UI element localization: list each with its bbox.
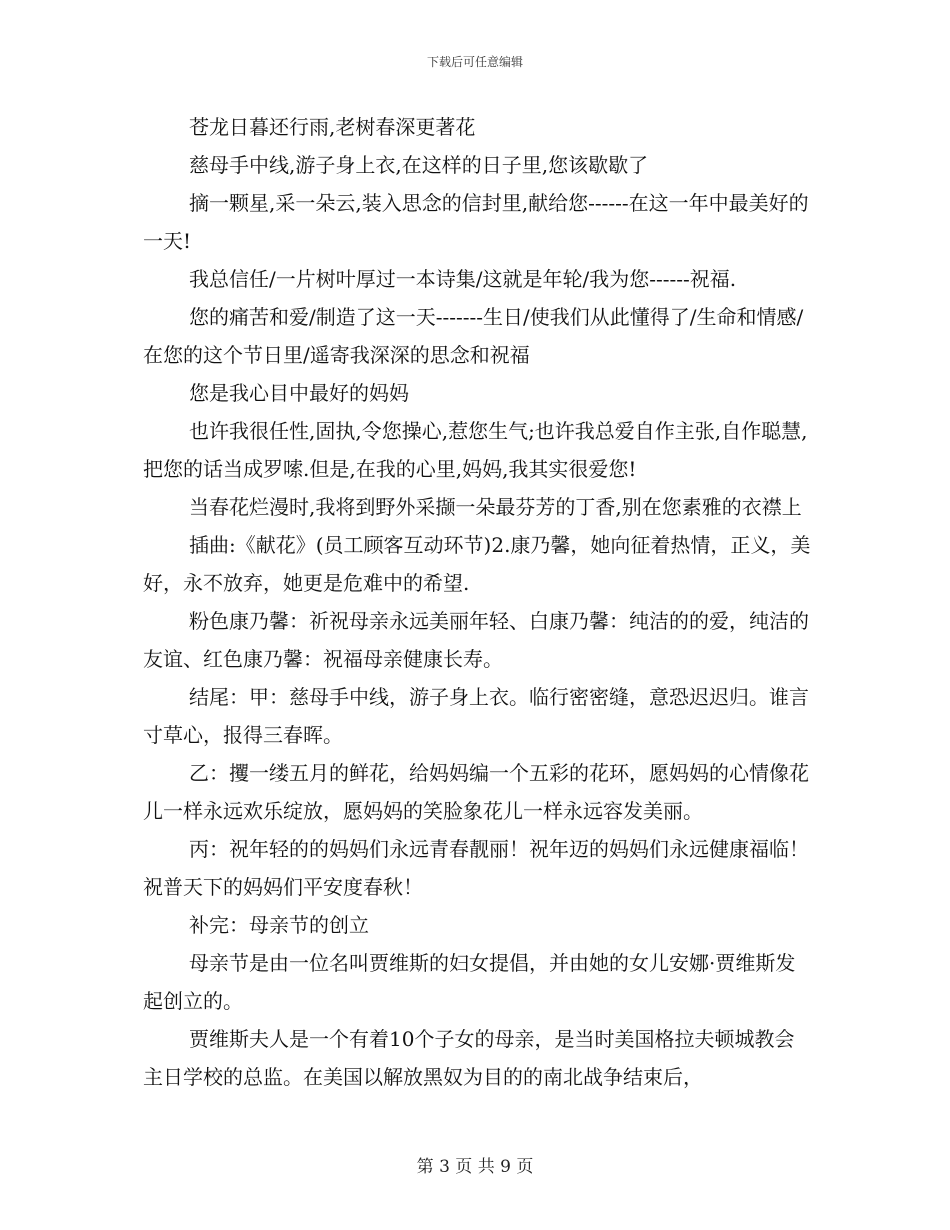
paragraph: 补完：母亲节的创立 [189,913,369,937]
document-body [143,108,811,1096]
paragraph: 结尾：甲：慈母手中线，游子身上衣。临行密密缝，意恐迟迟归。谁言寸草心，报得三春晖。 [143,685,809,747]
paragraph: 苍龙日暮还行雨,老树春深更著花 [189,115,476,139]
paragraph: 插曲:《献花》(员工顾客互动环节)2.康乃馨，她向征着热情，正义，美好，永不放弃，她更是危难中的希望. [143,533,811,595]
paragraph: 乙：攫一缕五月的鲜花，给妈妈编一个五彩的花环，愿妈妈的心情像花儿一样永远欢乐绽放，愿妈妈的笑脸象花儿一样永远容发美丽。 [143,761,809,823]
paragraph: 也许我很任性,固执,令您操心,惹您生气;也许我总爱自作主张,自作聪慧,把您的话当成罗嗦.但是,在我的心里,妈妈,我其实很爱您! [143,419,808,481]
paragraph: 您是我心目中最好的妈妈 [189,381,409,405]
paragraph: 母亲节是由一位名叫贾维斯的妇女提倡，并由她的女儿安娜·贾维斯发起创立的。 [143,951,796,1013]
paragraph: 慈母手中线,游子身上衣,在这样的日子里,您该歇歇了 [189,153,649,177]
paragraph: 丙：祝年轻的的妈妈们永远青春靓丽！祝年迈的妈妈们永远健康福临！祝普天下的妈妈们平安度春秋！ [143,837,809,899]
paragraph: 粉色康乃馨：祈祝母亲永远美丽年轻、白康乃馨：纯洁的的爱，纯洁的友谊、红色康乃馨：祝福母亲健康长寿。 [143,609,809,671]
page-header: 下载后可任意编辑 [426,55,523,69]
paragraph: 我总信任/一片树叶厚过一本诗集/这就是年轮/我为您------祝福. [189,267,737,291]
paragraph: 摘一颗星,采一朵云,装入思念的信封里,献给您------在这一年中最美好的一天! [143,191,809,253]
paragraph: 当春花烂漫时,我将到野外采撷一朵最芬芳的丁香,别在您素雅的衣襟上 [189,495,802,519]
paragraph: 贾维斯夫人是一个有着10个子女的母亲，是当时美国格拉夫顿城教会主日学校的总监。在美国以解放黑奴为目的的南北战争结束后， [143,1027,795,1089]
paragraph: 您的痛苦和爱/制造了这一天-------生日/使我们从此懂得了/生命和情感/在您的这个节日里/遥寄我深深的思念和祝福 [143,305,804,367]
page-footer: 第 3 页 共 9 页 [416,1157,534,1177]
